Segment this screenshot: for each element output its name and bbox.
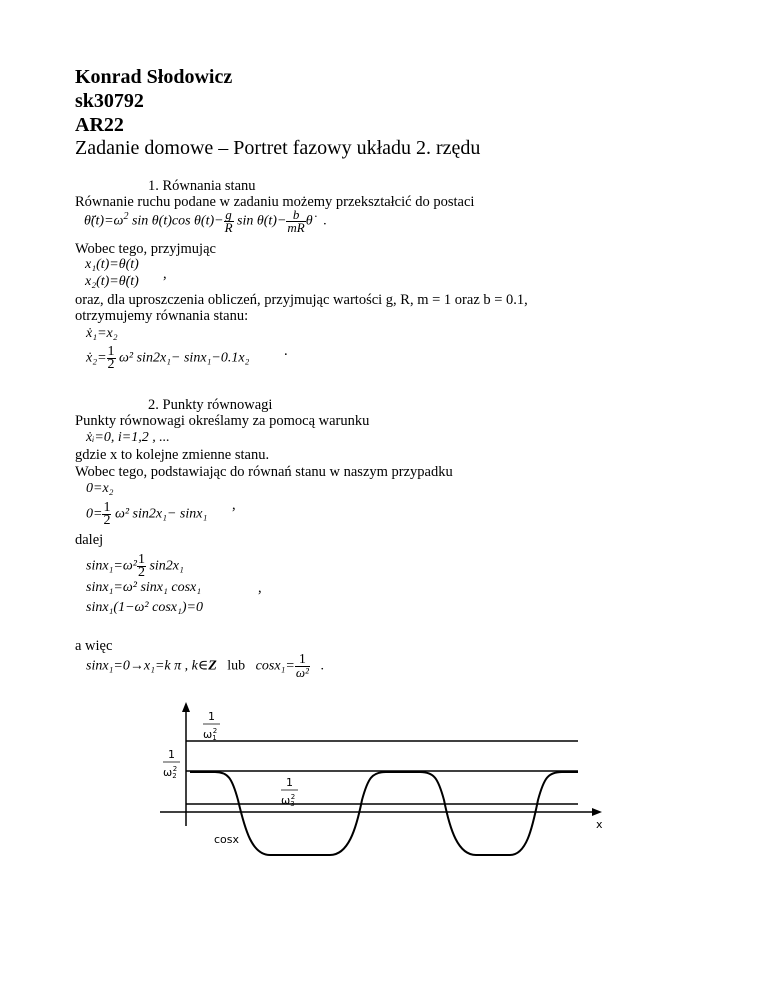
fraction-g-over-R: $\frac{g}{R}$ xyxy=(224,207,233,235)
cos-curve xyxy=(190,772,578,855)
level3-den: ω32 xyxy=(281,793,296,808)
section1-intro: Równanie ruchu podane w zadaniu możemy przekształcić do postaci xyxy=(75,194,475,210)
level3-num: 1 xyxy=(286,776,293,789)
wobec-text-2: Wobec tego, podstawiając do równań stanu w naszym przypadku xyxy=(75,464,453,480)
group-code: AR22 xyxy=(75,114,124,136)
level1-den: ω12 xyxy=(203,727,218,742)
level1-num: 1 xyxy=(208,710,215,723)
student-id: sk30792 xyxy=(75,90,144,112)
substitution-x2: x₂(t)=θ̇(t) xyxy=(85,274,139,289)
derivation-comma: , xyxy=(258,580,262,596)
substitution-comma: , xyxy=(163,266,167,282)
x-label: x xyxy=(596,818,603,831)
section1-heading: 1. Równania stanu xyxy=(148,178,256,194)
section2-heading: 2. Punkty równowagi xyxy=(148,397,273,413)
fraction-one-half-3: $\frac{1}{2}$ xyxy=(137,552,145,580)
state-equation-1: ẋ₁=x₂ xyxy=(86,326,118,341)
derivation-2: sinx₁=ω² sinx₁ cosx₁ xyxy=(86,580,202,595)
gdzie-text: gdzie x to kolejne zmienne stanu. xyxy=(75,447,270,463)
state-equation-2: ẋ₂= $\frac{1}{2}$ ω² sin2x₁− sinx₁−0.1x₂ xyxy=(86,344,250,372)
equilibrium-eq-comma: , xyxy=(232,497,236,513)
x-axis-arrow xyxy=(592,808,602,816)
otrzymujemy-text: otrzymujemy równania stanu: xyxy=(75,308,249,324)
fraction-one-half-2: $\frac{1}{2}$ xyxy=(103,500,111,528)
author-name: Konrad Słodowicz xyxy=(75,66,233,88)
result-equation: sinx₁=0→x₁=k π , k∈Z lub cosx₁= $\frac{1}{\text{ω²}}$ . xyxy=(86,652,324,680)
level2-den: ω22 xyxy=(163,765,178,780)
fraction-b-over-mR: $\frac{b}{mR}$ xyxy=(287,207,305,235)
substitution-x1: x₁(t)=θ(t) xyxy=(85,257,139,272)
derivation-3: sinx₁(1−ω² cosx₁)=0 xyxy=(86,600,203,615)
oraz-text: oraz, dla uproszczenia obliczeń, przyjmując wartości g, R, m = 1 oraz b = 0.1, xyxy=(75,292,528,308)
equation-motion: $\thetä(t)=\omega^2$ sin θ(t)cos θ(t)− $\frac{g}{R}$ sin θ(t)− $\frac{b}{mR}$ θ̇ . xyxy=(84,207,327,235)
fraction-one-over-omega-squared: $\frac{1}{\text{ω²}}$ xyxy=(295,652,309,680)
cos-label: cosx xyxy=(214,833,240,846)
level2-num: 1 xyxy=(168,748,175,761)
derivation-1: sinx₁=ω² $\frac{1}{2}$ sin2x₁ xyxy=(86,552,184,580)
awiec-text: a więc xyxy=(75,638,113,654)
equilibrium-eq-2: 0= $\frac{1}{2}$ ω² sin2x₁− sinx₁ xyxy=(86,500,208,528)
y-axis-arrow xyxy=(182,702,190,712)
section2-intro: Punkty równowagi określamy za pomocą warunku xyxy=(75,413,370,429)
fraction-one-half: $\frac{1}{2}$ xyxy=(107,344,115,372)
state-equation-end: . xyxy=(284,343,288,359)
document-title: Zadanie domowe – Portret fazowy układu 2. rzędu xyxy=(75,137,481,159)
equilibrium-condition: ẋᵢ=0, i=1,2 , ... xyxy=(86,430,170,445)
equilibrium-eq-1: 0=x₂ xyxy=(86,481,114,496)
wobec-text: Wobec tego, przyjmując xyxy=(75,241,216,257)
dalej-text: dalej xyxy=(75,532,104,548)
